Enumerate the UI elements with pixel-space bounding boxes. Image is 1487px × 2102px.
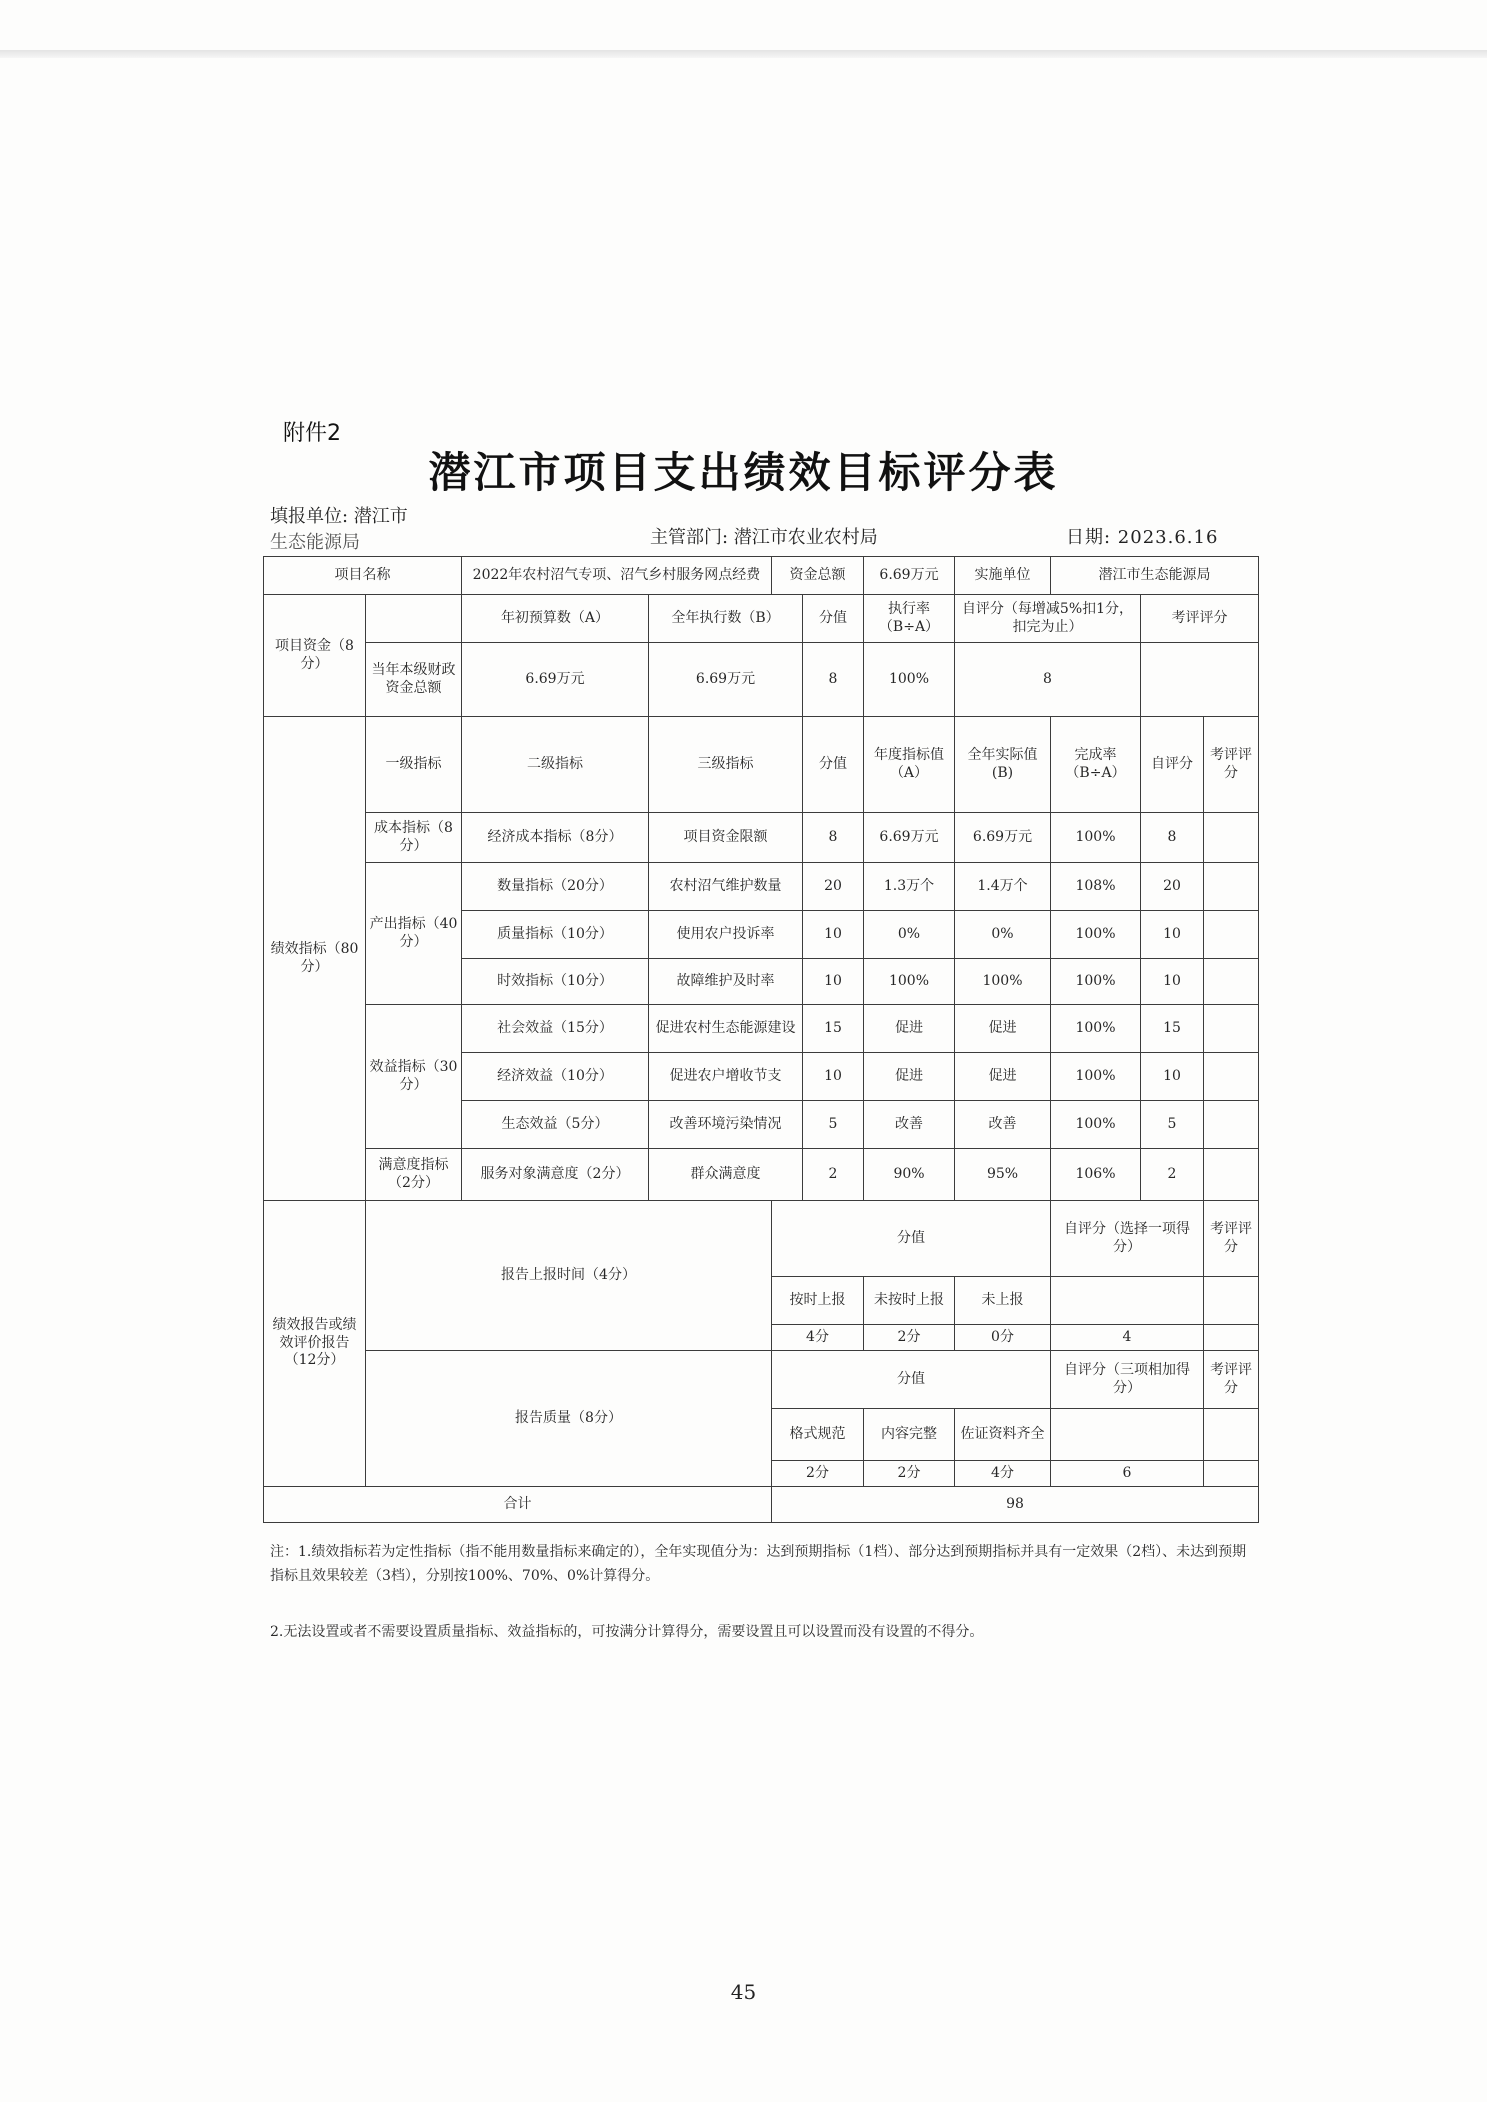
funds-self: 8	[955, 643, 1141, 717]
perf-self: 20	[1141, 863, 1204, 911]
perf-section-label: 绩效指标（80分）	[264, 717, 366, 1201]
perf-review	[1204, 959, 1259, 1005]
perf-actual: 1.4万个	[955, 863, 1051, 911]
perf-self: 15	[1141, 1005, 1204, 1053]
perf-actual: 100%	[955, 959, 1051, 1005]
funds-col-exec: 全年执行数（B）	[649, 595, 803, 643]
perf-self: 10	[1141, 1053, 1204, 1101]
perf-l3: 群众满意度	[649, 1149, 803, 1201]
table-row	[264, 1005, 1259, 1053]
perf-l2: 时效指标（10分）	[462, 959, 649, 1005]
perf-review	[1204, 911, 1259, 959]
report-quality-point: 4分	[955, 1461, 1051, 1487]
fill-unit-line2: 生态能源局	[270, 532, 360, 553]
attachment-label: 附件2	[283, 421, 341, 446]
perf-score: 15	[803, 1005, 864, 1053]
report-time-self-header: 自评分（选择一项得分）	[1051, 1201, 1204, 1277]
perf-l2: 社会效益（15分）	[462, 1005, 649, 1053]
perf-score: 10	[803, 911, 864, 959]
report-quality-option: 内容完整	[864, 1409, 955, 1461]
perf-review	[1204, 863, 1259, 911]
supervisor-dept: 主管部门: 潜江市农业农村局	[650, 527, 878, 548]
perf-actual: 6.69万元	[955, 813, 1051, 863]
perf-score: 10	[803, 1053, 864, 1101]
total-label: 合计	[264, 1487, 772, 1523]
table-row	[264, 1201, 1259, 1277]
total-value: 98	[772, 1487, 1259, 1523]
report-quality-self: 6	[1051, 1461, 1204, 1487]
perf-l2: 质量指标（10分）	[462, 911, 649, 959]
perf-review	[1204, 813, 1259, 863]
perf-self: 8	[1141, 813, 1204, 863]
funds-review	[1141, 643, 1259, 717]
report-time-score-header: 分值	[772, 1201, 1051, 1277]
impl-unit-value: 潜江市生态能源局	[1051, 557, 1259, 595]
report-quality-self-blank	[1051, 1409, 1204, 1461]
report-time-point: 2分	[864, 1325, 955, 1351]
report-quality-label: 报告质量（8分）	[366, 1351, 772, 1487]
funds-rate: 100%	[864, 643, 955, 717]
perf-rate: 100%	[1051, 911, 1141, 959]
table-row	[264, 1149, 1259, 1201]
perf-actual: 促进	[955, 1053, 1051, 1101]
funds-col-self: 自评分（每增减5%扣1分，扣完为止）	[955, 595, 1141, 643]
perf-target: 90%	[864, 1149, 955, 1201]
perf-self: 2	[1141, 1149, 1204, 1201]
perf-l1: 满意度指标（2分）	[366, 1149, 462, 1201]
report-time-review-blank	[1204, 1277, 1259, 1325]
table-row	[264, 813, 1259, 863]
perf-actual: 95%	[955, 1149, 1051, 1201]
perf-review	[1204, 1005, 1259, 1053]
perf-l3: 使用农户投诉率	[649, 911, 803, 959]
report-quality-review-blank	[1204, 1409, 1259, 1461]
report-time-option: 按时上报	[772, 1277, 864, 1325]
report-time-review-header: 考评评分	[1204, 1201, 1259, 1277]
report-date: 日期: 2023.6.16	[1066, 527, 1219, 548]
report-quality-point: 2分	[864, 1461, 955, 1487]
funds-section-label: 项目资金（8分）	[264, 595, 366, 717]
perf-score: 8	[803, 813, 864, 863]
perf-l3: 故障维护及时率	[649, 959, 803, 1005]
perf-l3: 改善环境污染情况	[649, 1101, 803, 1149]
report-time-self: 4	[1051, 1325, 1204, 1351]
perf-rate: 106%	[1051, 1149, 1141, 1201]
table-row	[264, 557, 1259, 595]
perf-rate: 100%	[1051, 959, 1141, 1005]
funds-row-label: 当年本级财政资金总额	[366, 643, 462, 717]
perf-l2: 数量指标（20分）	[462, 863, 649, 911]
perf-head-l3: 三级指标	[649, 717, 803, 813]
perf-rate: 100%	[1051, 813, 1141, 863]
perf-review	[1204, 1053, 1259, 1101]
perf-target: 促进	[864, 1005, 955, 1053]
report-quality-review-header: 考评评分	[1204, 1351, 1259, 1409]
impl-unit-label: 实施单位	[955, 557, 1051, 595]
project-name-label: 项目名称	[264, 557, 462, 595]
report-time-point: 4分	[772, 1325, 864, 1351]
perf-target: 0%	[864, 911, 955, 959]
report-time-review	[1204, 1325, 1259, 1351]
perf-rate: 100%	[1051, 1005, 1141, 1053]
perf-target: 促进	[864, 1053, 955, 1101]
perf-review	[1204, 1101, 1259, 1149]
perf-score: 10	[803, 959, 864, 1005]
table-row	[264, 1351, 1259, 1409]
page-title: 潜江市项目支出绩效目标评分表	[428, 448, 1059, 497]
perf-actual: 促进	[955, 1005, 1051, 1053]
report-time-self-blank	[1051, 1277, 1204, 1325]
report-quality-score-header: 分值	[772, 1351, 1051, 1409]
perf-self: 10	[1141, 911, 1204, 959]
perf-l1: 成本指标（8分）	[366, 813, 462, 863]
perf-l1: 产出指标（40分）	[366, 863, 462, 1005]
perf-head-score: 分值	[803, 717, 864, 813]
perf-head-self: 自评分	[1141, 717, 1204, 813]
report-time-option: 未上报	[955, 1277, 1051, 1325]
perf-l2: 经济成本指标（8分）	[462, 813, 649, 863]
perf-head-l1: 一级指标	[366, 717, 462, 813]
project-name-value: 2022年农村沼气专项、沼气乡村服务网点经费	[462, 557, 772, 595]
funds-col-review: 考评评分	[1141, 595, 1259, 643]
report-quality-review	[1204, 1461, 1259, 1487]
perf-actual: 改善	[955, 1101, 1051, 1149]
perf-l2: 服务对象满意度（2分）	[462, 1149, 649, 1201]
funds-score: 8	[803, 643, 864, 717]
perf-l3: 项目资金限额	[649, 813, 803, 863]
perf-target: 100%	[864, 959, 955, 1005]
perf-actual: 0%	[955, 911, 1051, 959]
score-table	[263, 556, 1259, 1523]
table-row	[264, 717, 1259, 813]
perf-head-actual: 全年实际值(B)	[955, 717, 1051, 813]
report-quality-point: 2分	[772, 1461, 864, 1487]
footnote-2: 2.无法设置或者不需要设置质量指标、效益指标的，可按满分计算得分，需要设置且可以设置而没有设置的不得分。	[270, 1624, 984, 1640]
report-time-option: 未按时上报	[864, 1277, 955, 1325]
scan-top-band	[0, 50, 1487, 58]
table-row	[264, 643, 1259, 717]
perf-l2: 经济效益（10分）	[462, 1053, 649, 1101]
report-section-label: 绩效报告或绩效评价报告（12分）	[264, 1201, 366, 1487]
page-number: 45	[730, 1980, 757, 2004]
perf-score: 5	[803, 1101, 864, 1149]
perf-self: 10	[1141, 959, 1204, 1005]
perf-target: 1.3万个	[864, 863, 955, 911]
perf-score: 20	[803, 863, 864, 911]
perf-l3: 促进农村生态能源建设	[649, 1005, 803, 1053]
fill-unit-line1: 填报单位: 潜江市	[270, 506, 408, 527]
perf-target: 6.69万元	[864, 813, 955, 863]
funds-col-score: 分值	[803, 595, 864, 643]
funds-col-rate: 执行率（B÷A）	[864, 595, 955, 643]
report-time-point: 0分	[955, 1325, 1051, 1351]
perf-head-rate: 完成率（B÷A）	[1051, 717, 1141, 813]
perf-head-review: 考评评分	[1204, 717, 1259, 813]
funds-budget: 6.69万元	[462, 643, 649, 717]
perf-target: 改善	[864, 1101, 955, 1149]
report-quality-option: 格式规范	[772, 1409, 864, 1461]
total-amount-label: 资金总额	[772, 557, 864, 595]
perf-rate: 100%	[1051, 1101, 1141, 1149]
table-row	[264, 863, 1259, 911]
perf-l3: 农村沼气维护数量	[649, 863, 803, 911]
perf-rate: 108%	[1051, 863, 1141, 911]
funds-blank	[366, 595, 462, 643]
perf-l1: 效益指标（30分）	[366, 1005, 462, 1149]
perf-head-l2: 二级指标	[462, 717, 649, 813]
table-row	[264, 1487, 1259, 1523]
report-time-label: 报告上报时间（4分）	[366, 1201, 772, 1351]
perf-l3: 促进农户增收节支	[649, 1053, 803, 1101]
funds-col-budget: 年初预算数（A）	[462, 595, 649, 643]
report-quality-self-header: 自评分（三项相加得分）	[1051, 1351, 1204, 1409]
perf-review	[1204, 1149, 1259, 1201]
total-amount-value: 6.69万元	[864, 557, 955, 595]
perf-self: 5	[1141, 1101, 1204, 1149]
report-quality-option: 佐证资料齐全	[955, 1409, 1051, 1461]
perf-rate: 100%	[1051, 1053, 1141, 1101]
perf-l2: 生态效益（5分）	[462, 1101, 649, 1149]
funds-exec: 6.69万元	[649, 643, 803, 717]
perf-score: 2	[803, 1149, 864, 1201]
perf-head-target: 年度指标值（A）	[864, 717, 955, 813]
table-row	[264, 595, 1259, 643]
footnote-1: 注：1.绩效指标若为定性指标（指不能用数量指标来确定的），全年实现值分为：达到预期指标（1档）、部分达到预期指标并具有一定效果（2档）、未达到预期指标且效果较差（3档），分别按100%、70%、0%计算得分。	[270, 1544, 1247, 1584]
